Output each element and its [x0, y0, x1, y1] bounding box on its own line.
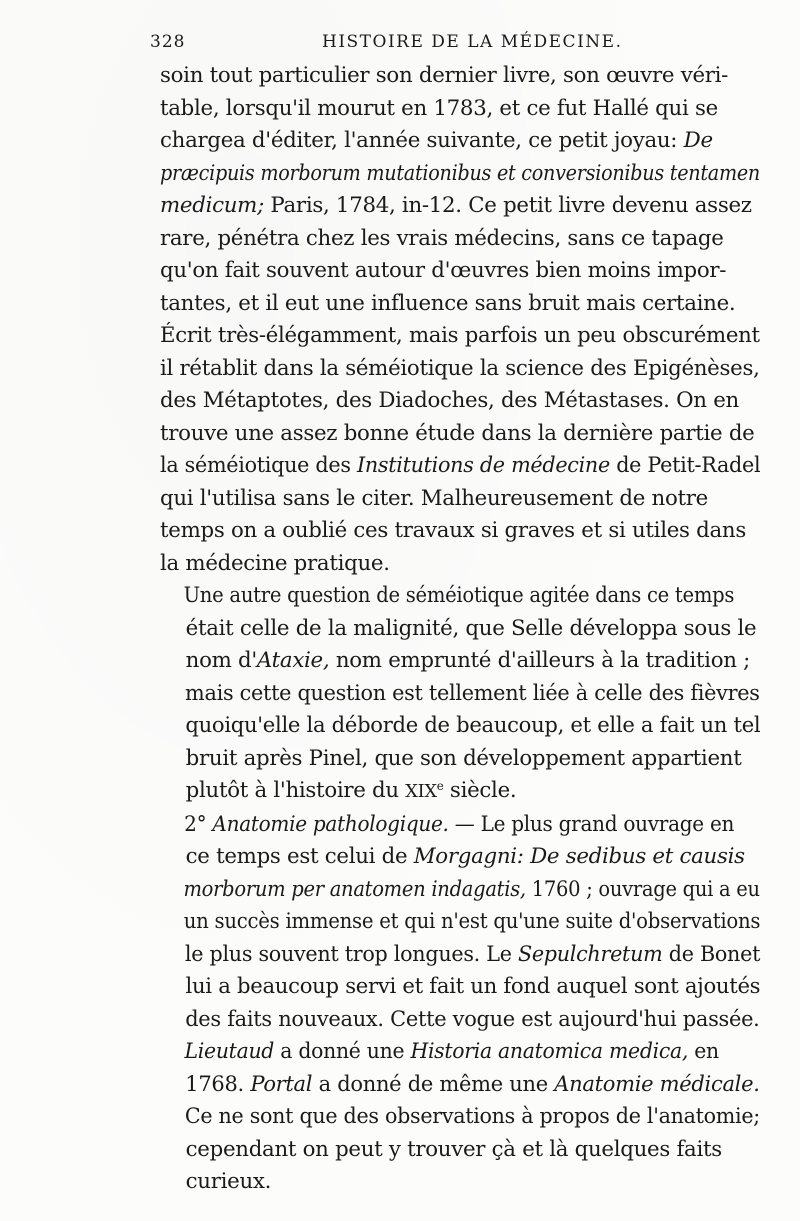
text-line [160, 645, 760, 678]
author-run: Lieutaud [184, 1039, 275, 1064]
text-line: Ce ne sont que des observations à propos de l'anatomie; [184, 1104, 760, 1129]
text-line: qui l'utilisa sans le citer. Malheureusement de notre [160, 485, 708, 511]
author-run: Portal [250, 1071, 313, 1097]
text-line: lui a beaucoup servi et fait un fond auquel sont ajoutés [185, 974, 761, 999]
title-run: Morgagni: De sedibus et causis [413, 844, 745, 869]
text-line: mais cette question est tellement liée à celle des fièvres [185, 680, 760, 706]
paragraph-1 [160, 60, 768, 580]
paragraph-3 [160, 809, 768, 1037]
text-run: la séméiotique des [160, 453, 357, 478]
body-text [160, 60, 768, 1199]
text-line: soin tout particulier son dernier livre, son œuvre véri- [160, 63, 729, 88]
title-run: Institutions de médecine [356, 453, 610, 478]
title-run: Sepulchretum [517, 941, 663, 967]
text-line [160, 190, 760, 223]
text-line [160, 125, 760, 158]
text-run: ce temps est celui de [185, 844, 414, 869]
text-line [160, 775, 760, 809]
text-line [160, 874, 760, 907]
title-run: Historia anatomica medica, [410, 1039, 689, 1064]
text-line: la médecine pratique. [160, 550, 390, 576]
text-run: de Petit-Radel [609, 453, 761, 478]
text-run: nom emprunté d'ailleurs à la tradition ; [329, 648, 751, 673]
text-line: curieux. [185, 1169, 272, 1194]
running-title: HISTOIRE DE LA MÉDECINE. [322, 32, 623, 52]
text-run: Paris, 1784, in-12. Ce petit livre devenu assez [263, 193, 752, 218]
text-line: Une autre question de séméiotique agitée dans ce temps [183, 583, 735, 608]
text-line: cependant on peut y trouver çà et là quelques faits [185, 1136, 722, 1162]
text-line [160, 450, 761, 483]
text-line: qu'on fait souvent autour d'œuvres bien moins impor- [160, 258, 727, 283]
title-run: De [683, 128, 713, 153]
text-run: a donné de même une [312, 1071, 555, 1097]
century-numeral: XIX [405, 781, 437, 802]
text-run: de Bonet [662, 941, 761, 967]
title-run: medicum; [160, 193, 264, 218]
text-run: 1768. [185, 1071, 251, 1097]
title-run: præcipuis morborum mutationibus et conversionibus tentamen [160, 160, 761, 186]
text-line: temps on a oublié ces travaux si graves et si utiles dans [160, 518, 746, 543]
paragraph-2 [160, 580, 768, 809]
text-line [160, 809, 735, 842]
text-run: en [688, 1039, 719, 1064]
term-run: Ataxie, [256, 648, 330, 673]
paragraph-4 [160, 1036, 768, 1199]
text-line: bruit après Pinel, que son développement appartient [185, 745, 742, 771]
superscript: e [436, 779, 444, 793]
text-line: un succès immense et qui n'est qu'une suite d'observations [183, 909, 761, 934]
text-line: des faits nouveaux. Cette vogue est aujourd'hui passée. [185, 1006, 760, 1032]
text-line: table, lorsqu'il mourut en 1783, et ce fut Hallé qui se [160, 95, 718, 121]
text-line: tantes, et il eut une influence sans bruit mais certaine. [160, 290, 736, 316]
text-line [160, 939, 761, 972]
text-run: 2° [184, 811, 213, 837]
text-line [160, 1069, 760, 1102]
text-line: était celle de la malignité, que Selle développa sous le [185, 615, 757, 641]
text-line [160, 158, 761, 191]
page-number: 328 [150, 32, 186, 52]
text-run: siècle. [443, 778, 517, 803]
text-line: trouve une assez bonne étude dans la dernière partie de [160, 420, 755, 446]
text-run: nom d' [185, 648, 257, 673]
text-run: a donné une [274, 1039, 411, 1064]
title-run: morborum per anatomen indagatis, [183, 876, 526, 902]
title-run: Anatomie médicale. [554, 1071, 760, 1097]
text-line: quoiqu'elle la déborde de beaucoup, et elle a fait un tel [185, 713, 761, 738]
section-title: Anatomie pathologique. [212, 811, 449, 837]
text-line [160, 841, 760, 874]
text-line: Écrit très-élégamment, mais parfois un peu obscurément [160, 323, 760, 348]
text-run: 1760 ; ouvrage qui a eu [525, 876, 760, 902]
page-header [150, 32, 770, 58]
text-line: des Métaptotes, des Diadoches, des Métastases. On en [160, 388, 739, 413]
text-line: rare, pénétra chez les vrais médecins, sans ce tapage [160, 225, 724, 251]
text-run: chargea d'éditer, l'année suivante, ce petit joyau: [160, 128, 684, 153]
text-run: — Le plus grand ouvrage en [448, 811, 735, 837]
text-run: le plus souvent trop longues. Le [184, 941, 518, 967]
text-run: plutôt à l'histoire du [185, 778, 406, 803]
text-line [160, 1036, 734, 1069]
text-line: il rétablit dans la séméiotique la science des Epigénèses, [160, 355, 760, 381]
